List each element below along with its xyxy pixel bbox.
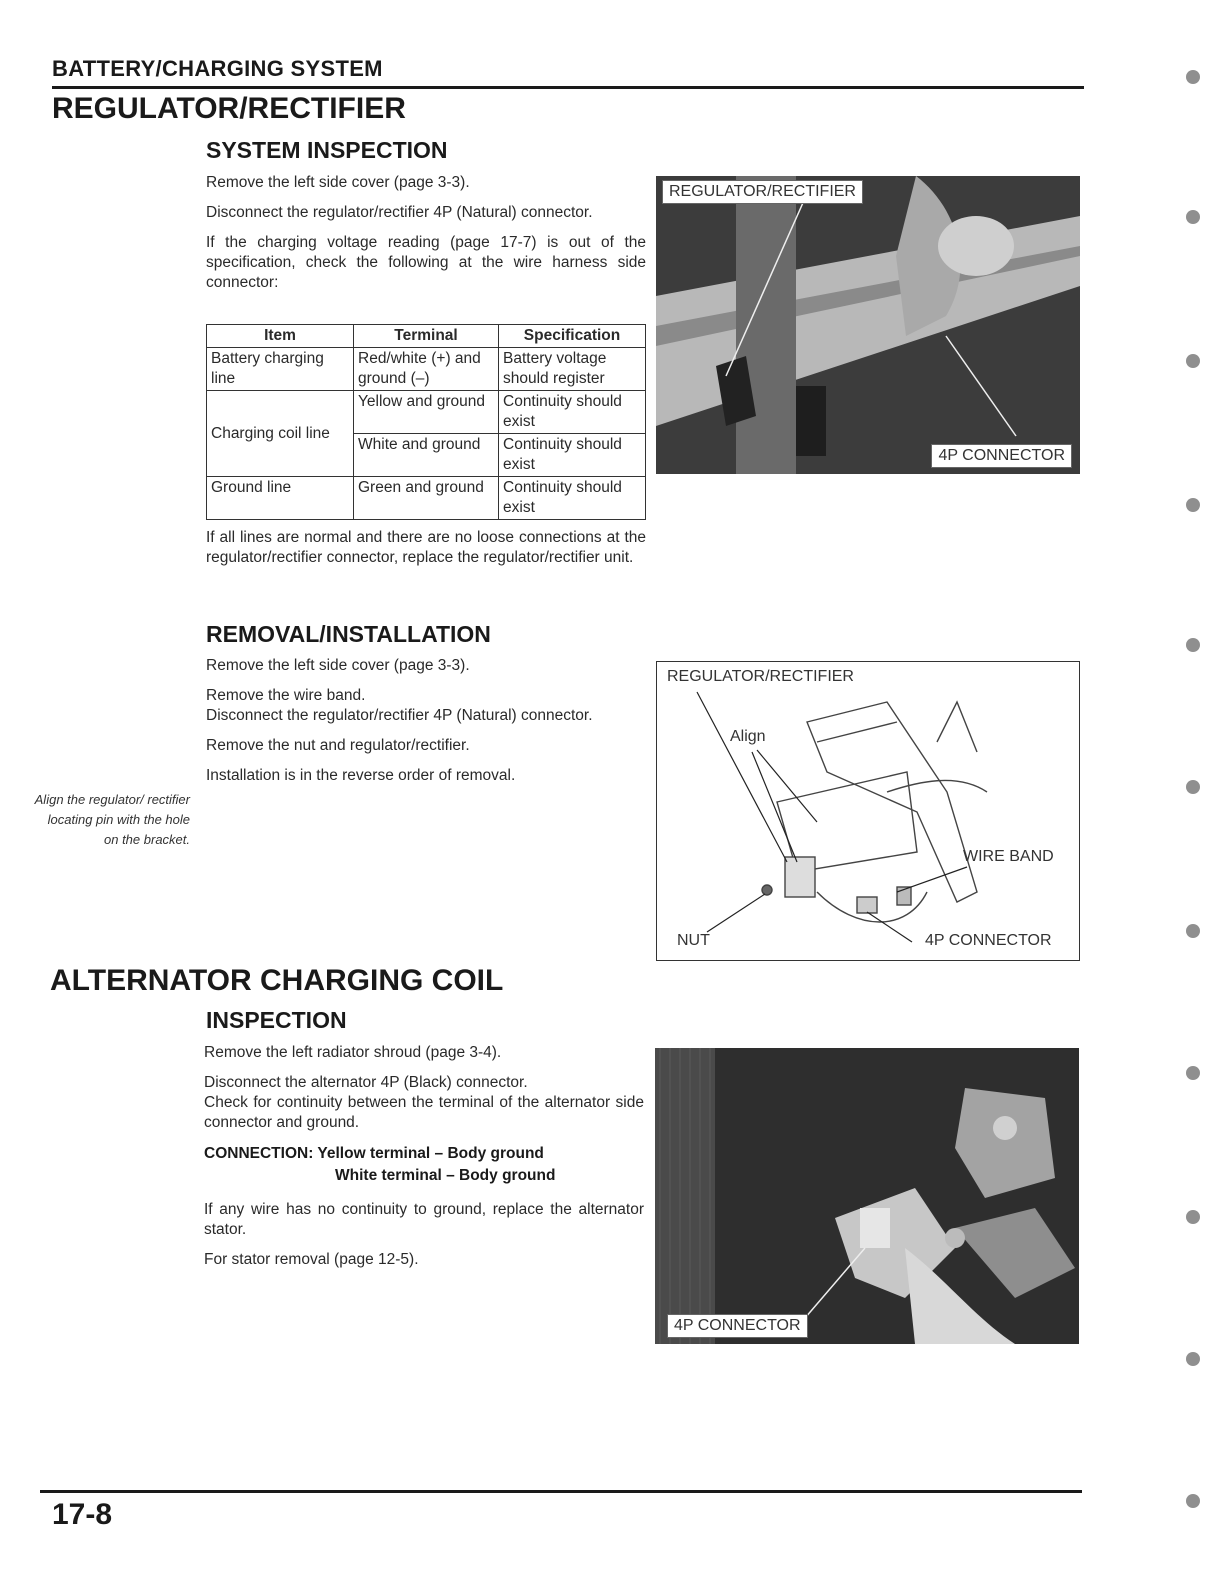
connection-line-2: White terminal – Body ground (335, 1167, 556, 1184)
removal-step-4: Remove the nut and regulator/rectifier. (206, 737, 470, 754)
binder-hole (1186, 924, 1200, 938)
alternator-inspection-conclusion (204, 1200, 644, 1280)
binder-hole (1186, 498, 1200, 512)
table-row (207, 348, 646, 391)
system-inspection-step-1: Remove the left side cover (page 3-3). (206, 174, 470, 191)
system-inspection-step-3: If the charging voltage reading (page 17-7) is out of the specification, check the following at the wire harness side connector: (206, 234, 646, 291)
alternator-photo (655, 1048, 1079, 1344)
header-rule (52, 86, 1084, 89)
cell-spec: Continuity should exist (499, 391, 646, 434)
binder-hole (1186, 1352, 1200, 1366)
removal-step-1: Remove the left side cover (page 3-3). (206, 657, 470, 674)
photo-label-connector: 4P CONNECTOR (931, 444, 1072, 468)
col-header-item: Item (207, 325, 354, 348)
cell-item: Battery charging line (207, 348, 354, 391)
photo-label-regulator: REGULATOR/RECTIFIER (662, 180, 863, 204)
footer-rule (40, 1490, 1082, 1493)
system-inspection-heading: SYSTEM INSPECTION (206, 137, 448, 163)
binder-hole (1186, 70, 1200, 84)
regulator-photo (656, 176, 1080, 474)
system-inspection-conclusion (206, 528, 646, 578)
col-header-specification: Specification (499, 325, 646, 348)
table-row (207, 477, 646, 520)
removal-step-5: Installation is in the reverse order of removal. (206, 767, 516, 784)
cell-terminal: White and ground (354, 434, 499, 477)
page-number: 17-8 (52, 1498, 113, 1531)
binder-hole (1186, 210, 1200, 224)
table-row (207, 391, 646, 434)
removal-step-3: Disconnect the regulator/rectifier 4P (Natural) connector. (206, 707, 593, 724)
system-inspection-step-4: If all lines are normal and there are no loose connections at the regulator/rectifier connector, replace the regulator/rectifier unit. (206, 529, 646, 566)
diagram-label-connector: 4P CONNECTOR (925, 932, 1052, 949)
alternator-title: ALTERNATOR CHARGING COIL (50, 964, 504, 997)
col-header-terminal: Terminal (354, 325, 499, 348)
binder-hole (1186, 780, 1200, 794)
cell-item: Charging coil line (207, 391, 354, 477)
alternator-step-3: Check for continuity between the terminal of the alternator side connector and ground. (204, 1094, 644, 1131)
binder-hole (1186, 354, 1200, 368)
connection-line-1: Yellow terminal – Body ground (317, 1145, 544, 1162)
cell-item: Ground line (207, 477, 354, 520)
cell-terminal: Green and ground (354, 477, 499, 520)
spec-table-wrapper (206, 324, 646, 520)
cell-terminal: Red/white (+) and ground (–) (354, 348, 499, 391)
binder-hole (1186, 1494, 1200, 1508)
spec-table (206, 324, 646, 520)
cell-terminal: Yellow and ground (354, 391, 499, 434)
connection-block (204, 1143, 644, 1187)
alternator-inspection-text (204, 1043, 644, 1143)
alternator-step-5: For stator removal (page 12-5). (204, 1251, 419, 1268)
diagram-label-align: Align (730, 728, 766, 745)
alternator-inspection-heading: INSPECTION (206, 1007, 347, 1033)
connection-label: CONNECTION: (204, 1145, 314, 1162)
margin-note: Align the regulator/ rectifier locating pin with the hole on the bracket. (34, 792, 190, 847)
cell-spec: Continuity should exist (499, 434, 646, 477)
regulator-diagram (656, 661, 1080, 961)
regulator-title: REGULATOR/RECTIFIER (52, 92, 406, 125)
diagram-label-nut: NUT (677, 932, 710, 949)
binder-hole (1186, 1066, 1200, 1080)
diagram-label-regulator: REGULATOR/RECTIFIER (667, 668, 854, 685)
photo-label-4p-connector: 4P CONNECTOR (667, 1314, 808, 1338)
diagram-label-wire-band: WIRE BAND (963, 848, 1054, 865)
alternator-step-2: Disconnect the alternator 4P (Black) connector. (204, 1074, 528, 1091)
system-inspection-step-2: Disconnect the regulator/rectifier 4P (Natural) connector. (206, 204, 593, 221)
system-inspection-text (206, 173, 646, 303)
alternator-step-4: If any wire has no continuity to ground, replace the alternator stator. (204, 1201, 644, 1238)
section-header: BATTERY/CHARGING SYSTEM (52, 56, 383, 81)
alternator-step-1: Remove the left radiator shroud (page 3-4). (204, 1044, 502, 1061)
cell-spec: Continuity should exist (499, 477, 646, 520)
binder-hole (1186, 638, 1200, 652)
cell-spec: Battery voltage should register (499, 348, 646, 391)
removal-step-2: Remove the wire band. (206, 687, 366, 704)
removal-heading: REMOVAL/INSTALLATION (206, 621, 491, 647)
binder-hole (1186, 1210, 1200, 1224)
removal-text (206, 656, 646, 796)
